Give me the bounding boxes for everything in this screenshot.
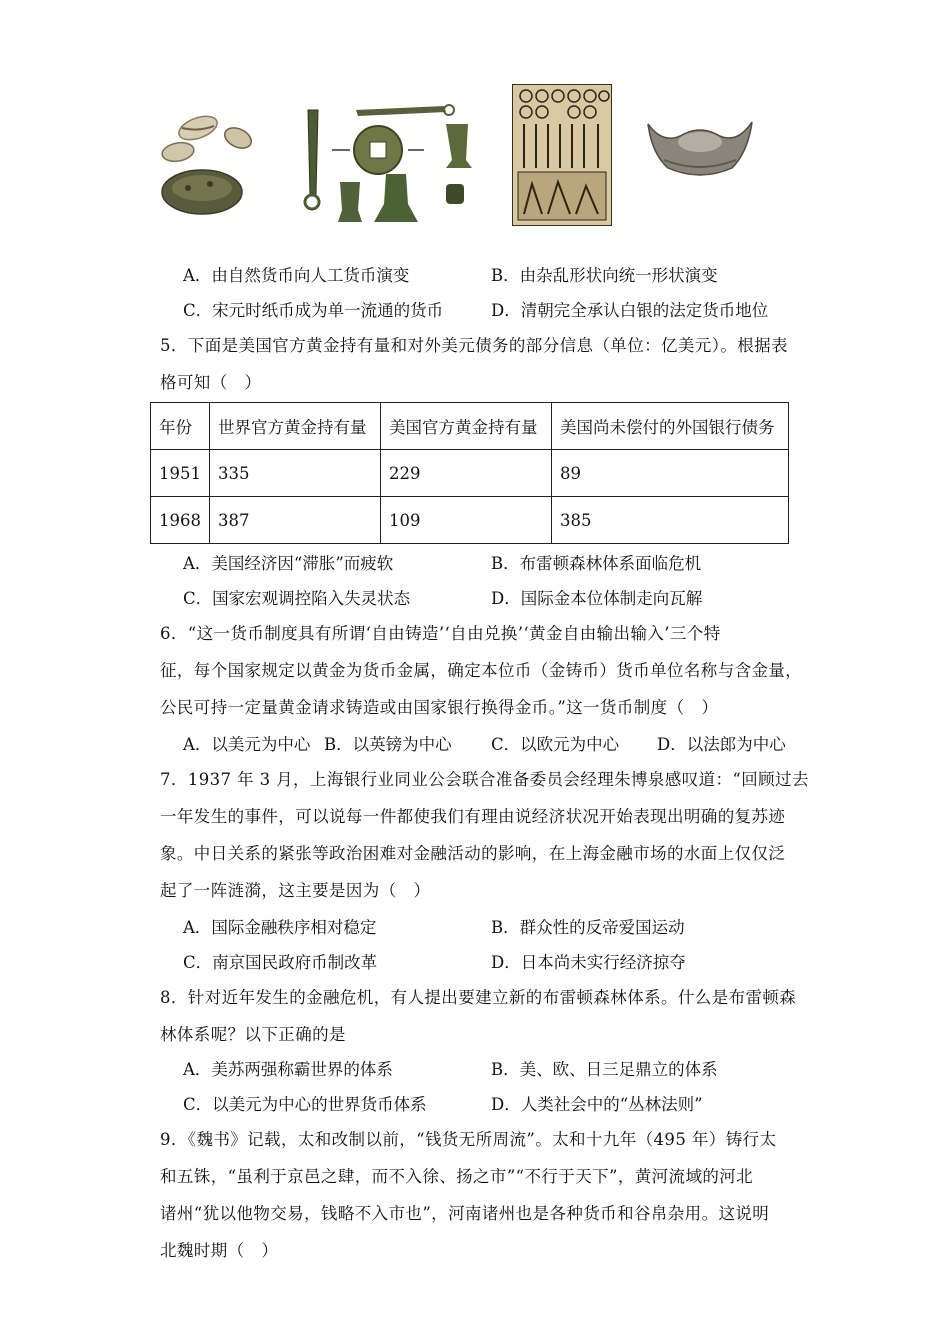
- ancient-bronze-coins-image: [296, 104, 482, 228]
- shell-money-image: [158, 108, 258, 218]
- q6-stem-line2: 征，每个国家规定以黄金为货币金属，确定本位币（金铸币）货币单位名称与含金量，: [160, 661, 803, 680]
- q4-option-b[interactable]: B．由杂乱形状向统一形状演变: [491, 266, 718, 285]
- q9-stem-line3: 诸州“犹以他物交易，钱略不入市也”，河南诸州也是各种货币和谷帛杂用。这说明: [160, 1204, 770, 1223]
- q6-option-a[interactable]: A．以美元为中心: [183, 735, 311, 754]
- q5-stem-line1: 5．下面是美国官方黄金持有量和对外美元债务的部分信息（单位：亿美元）。根据表: [160, 336, 788, 355]
- q6-option-b[interactable]: B．以英镑为中心: [324, 735, 452, 754]
- q8-stem-line2: 林体系呢？以下正确的是: [160, 1025, 346, 1044]
- table-cell: 89: [552, 450, 789, 497]
- table-cell: 335: [210, 450, 381, 497]
- q8-stem-line1: 8．针对近年发生的金融危机，有人提出要建立新的布雷顿森林体系。什么是布雷顿森: [160, 988, 797, 1007]
- paper-money-jiaozi-image: [512, 84, 612, 226]
- q7-stem-line1: 7．1937 年 3 月，上海银行业同业公会联合准备委员会经理朱博泉感叹道：“回顾过去: [160, 770, 809, 789]
- table-header-year: 年份: [151, 403, 210, 450]
- q4-option-a[interactable]: A．由自然货币向人工货币演变: [183, 266, 410, 285]
- q5-option-d[interactable]: D．国际金本位体制走向瓦解: [491, 589, 703, 608]
- table-cell: 109: [381, 497, 552, 544]
- q9-stem-line2: 和五铢，“虽利于京邑之肆，而不入徐、扬之市”“不行于天下”，黄河流域的河北: [160, 1167, 754, 1186]
- q9-stem-line4: 北魏时期（ ）: [160, 1241, 279, 1260]
- q7-stem-line4: 起了一阵涟漪，这主要是因为（ ）: [160, 881, 431, 900]
- q7-option-d[interactable]: D．日本尚未实行经济掠夺: [491, 953, 686, 972]
- q5-stem-line2: 格可知（ ）: [160, 373, 262, 392]
- q7-option-b[interactable]: B．群众性的反帝爱国运动: [491, 918, 685, 937]
- q7-stem-line3: 象。中日关系的紧张等政治困难对金融活动的影响，在上海金融市场的水面上仅仅泛: [160, 844, 786, 863]
- q7-option-a[interactable]: A．国际金融秩序相对稳定: [183, 918, 377, 937]
- q6-stem-line3: 公民可持一定量黄金请求铸造或由国家银行换得金币。”这一货币制度（ ）: [160, 698, 719, 717]
- table-header-us-gold: 美国官方黄金持有量: [381, 403, 552, 450]
- table-cell: 1968: [151, 497, 210, 544]
- table-cell: 1951: [151, 450, 210, 497]
- q8-option-b[interactable]: B．美、欧、日三足鼎立的体系: [491, 1060, 718, 1079]
- table-cell: 385: [552, 497, 789, 544]
- table-header-world-gold: 世界官方黄金持有量: [210, 403, 381, 450]
- q8-option-a[interactable]: A．美苏两强称霸世界的体系: [183, 1060, 393, 1079]
- q6-option-c[interactable]: C．以欧元为中心: [491, 735, 620, 754]
- table-row: [151, 450, 789, 497]
- q5-option-c[interactable]: C．国家宏观调控陷入失灵状态: [183, 589, 411, 608]
- q9-stem-line1: 9．《魏书》记载，太和改制以前，“钱货无所周流”。太和十九年（495 年）铸行太: [160, 1130, 777, 1149]
- table-header-us-debt: 美国尚未偿付的外国银行债务: [552, 403, 789, 450]
- q5-option-b[interactable]: B．布雷顿森林体系面临危机: [491, 554, 702, 573]
- q5-option-a[interactable]: A．美国经济因“滞胀”而疲软: [183, 554, 394, 573]
- q6-option-d[interactable]: D．以法郎为中心: [657, 735, 786, 754]
- q8-option-d[interactable]: D．人类社会中的“丛林法则”: [491, 1095, 703, 1114]
- table-header-row: [151, 403, 789, 450]
- q7-option-c[interactable]: C．南京国民政府币制改革: [183, 953, 378, 972]
- table-cell: 229: [381, 450, 552, 497]
- q4-option-d[interactable]: D．清朝完全承认白银的法定货币地位: [491, 301, 769, 320]
- silver-ingot-image: [644, 112, 756, 184]
- q7-stem-line2: 一年发生的事件，可以说每一件都使我们有理由说经济状况开始表现出明确的复苏迹: [160, 807, 786, 826]
- q4-option-c[interactable]: C．宋元时纸币成为单一流通的货币: [183, 301, 444, 320]
- q8-option-c[interactable]: C．以美元为中心的世界货币体系: [183, 1095, 427, 1114]
- q6-stem-line1: 6．“这一货币制度具有所谓‘自由铸造’‘自由兑换’‘黄金自由输出输入’三个特: [160, 624, 721, 643]
- table-row: [151, 497, 789, 544]
- table-cell: 387: [210, 497, 381, 544]
- gold-holdings-table: [150, 402, 789, 544]
